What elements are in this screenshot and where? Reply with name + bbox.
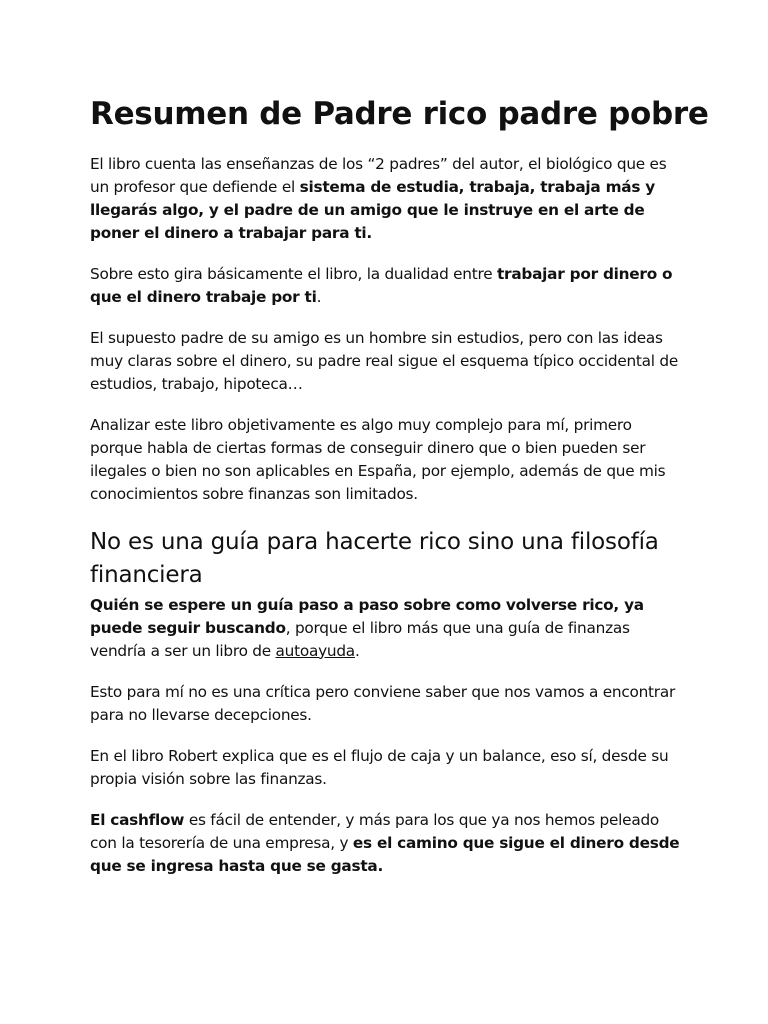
paragraph-bold-text: sistema de estudia, trabaja, trabaja más y llegarás algo, y el padre de un amigo que le instruye en el arte de poner el dinero a trabajar para ti. — [90, 178, 655, 243]
paragraph-text: El libro cuenta las enseñanzas de los “2 padres” del autor, el biológico que es un profesor que defiende el — [90, 155, 667, 197]
paragraph-text: es fácil de entender, y más para los que ya nos hemos peleado con la tesorería de una empresa, y — [90, 810, 660, 852]
autoayuda-link[interactable]: autoayuda — [275, 641, 355, 660]
paragraph-text: . — [316, 288, 322, 307]
paragraph-bold-text: Quién se espere un guía paso a paso sobre como volverse rico, ya puede seguir buscando — [90, 595, 644, 637]
paragraph-cashflow-intro: En el libro Robert explica que es el flujo de caja y un balance, eso sí, desde su propia visión sobre las finanzas. — [90, 746, 669, 788]
paragraph-duality — [90, 263, 680, 309]
paragraph-intro — [90, 153, 680, 245]
paragraph-text: Sobre esto gira básicamente el libro, la dualidad entre — [90, 265, 497, 284]
paragraph-bold-text: El cashflow — [90, 810, 185, 829]
document-title: Resumen de Padre rico padre pobre — [90, 96, 709, 132]
paragraph-text: . — [354, 641, 360, 660]
paragraph-friend-father: El supuesto padre de su amigo es un hombre sin estudios, pero con las ideas muy claras sobre el dinero, su padre real sigue el esquema típico occidental de estudios, trabajo, hipoteca… — [90, 329, 679, 394]
paragraph-critique: Esto para mí no es una crítica pero conviene saber que nos vamos a encontrar para no llevarse decepciones. — [90, 682, 676, 724]
paragraph-analysis: Analizar este libro objetivamente es algo muy complejo para mí, primero porque habla de ciertas formas de conseguir dinero que o bien pueden ser ilegales o bien no son aplicables en España, por ejemplo, además de que mis conocimientos sobre finanzas son limitados. — [90, 416, 666, 504]
section-heading: No es una guía para hacerte rico sino una filosofía financiera — [90, 529, 659, 588]
paragraph-text: , porque el libro más que una guía de finanzas vendría a ser un libro de — [90, 618, 630, 660]
paragraph-bold-text: trabajar por dinero o que el dinero trabaje por ti — [90, 265, 673, 307]
paragraph-bold-text: es el camino que sigue el dinero desde que se ingresa hasta que se gasta. — [90, 833, 680, 875]
paragraph-guide — [90, 594, 680, 663]
paragraph-cashflow — [90, 809, 680, 878]
